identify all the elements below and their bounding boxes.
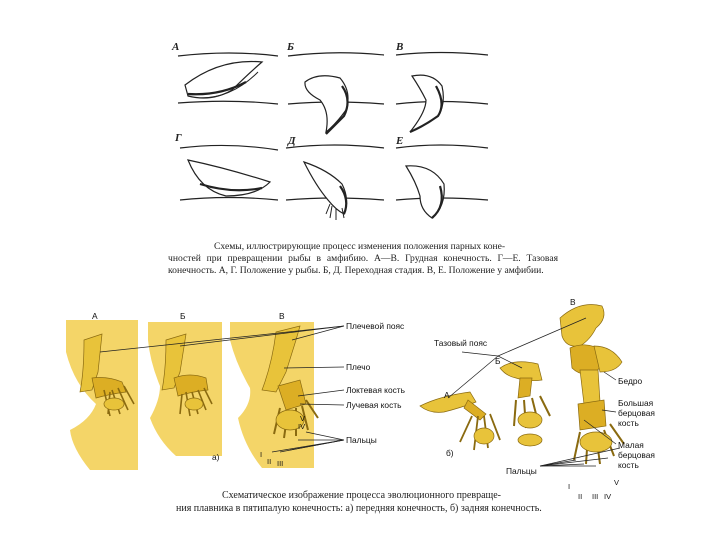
top-caption-rest: чностей при превращении рыбы в амфибию. А—В. Грудная конечность. Г—Е. Тазовая конечность. А, Г. Положение у рыбы. Б, Д. Переходная стадия. В, Е. Положение у амфибии. <box>168 253 558 277</box>
hind-digit-v: V <box>614 478 620 487</box>
hindlimb-stage-label-v: В <box>570 297 576 307</box>
panel-label-b: Б <box>287 41 294 53</box>
label-shoulder-girdle: Плечевой пояс <box>346 321 405 331</box>
label-humerus: Плечо <box>346 362 371 372</box>
bottom-caption <box>176 490 546 515</box>
panel-label-g: Г <box>175 132 182 144</box>
label-fibula: Малая берцовая кость <box>618 440 655 470</box>
forelimb-stage-label-a: А <box>92 311 98 321</box>
panel-label-e: Е <box>396 135 404 147</box>
label-pelvic-girdle: Тазовый пояс <box>434 338 488 348</box>
hind-digit-i: I <box>568 482 571 491</box>
hind-digit-iv: IV <box>604 492 612 501</box>
fore-digit-iii: III <box>277 459 284 468</box>
fore-digit-v: V <box>300 414 306 423</box>
bottom-caption-line1: Схематическое изображение процесса эволюционного превраще- <box>222 490 501 501</box>
hind-digit-iii: III <box>592 492 599 501</box>
label-ulna: Локтевая кость <box>346 385 405 395</box>
fore-digit-iv: IV <box>298 422 306 431</box>
hindlimb-stage-label-a: А <box>444 390 450 400</box>
panel-label-v: В <box>396 41 404 53</box>
label-digits-fore: Пальцы <box>346 435 377 445</box>
hindlimb-panel-marker: б) <box>446 448 454 458</box>
label-digits-hind: Пальцы <box>506 466 537 476</box>
fore-digit-i: I <box>260 450 263 459</box>
forelimb-panel-marker: а) <box>212 452 220 462</box>
forelimb-stage-label-b: Б <box>180 311 186 321</box>
hind-digit-ii: II <box>578 492 583 501</box>
forelimb-stage-label-v: В <box>279 311 285 321</box>
label-femur: Бедро <box>618 376 643 386</box>
label-radius: Лучевая кость <box>346 400 402 410</box>
label-tibia: Большая берцовая кость <box>618 398 655 428</box>
bottom-caption-rest: ния плавника в пятипалую конечность: а) передняя конечность, б) задняя конечность. <box>176 502 542 514</box>
top-caption-line1: Схемы, иллюстрирующие процесс изменения положения парных коне- <box>214 241 506 252</box>
panel-label-a: А <box>172 41 180 53</box>
panel-label-d: Д <box>288 135 296 147</box>
fore-digit-ii: II <box>267 457 272 466</box>
hindlimb-stage-label-b: Б <box>495 356 501 366</box>
